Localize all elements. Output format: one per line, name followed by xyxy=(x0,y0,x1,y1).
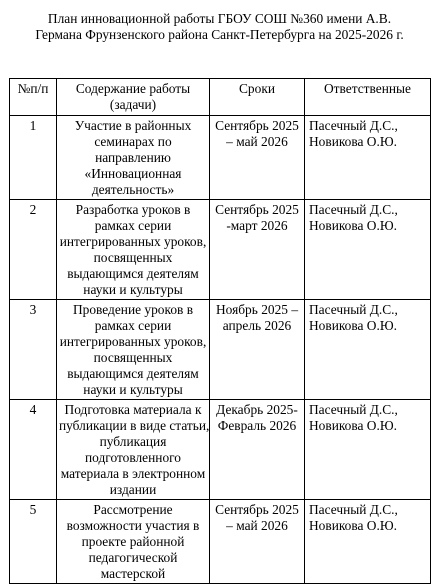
content-line: Проведение уроков в xyxy=(72,302,194,317)
header-responsible-label: Ответственные xyxy=(324,81,411,96)
header-num-label: №п/п xyxy=(17,81,49,96)
content-line: возможности участия в xyxy=(66,518,200,533)
cell-dates xyxy=(210,200,305,300)
cell-num xyxy=(10,300,57,400)
title-line-2: Германа Фрунзенского района Санкт-Петербурга на 2025-2026 г. xyxy=(35,27,404,42)
responsible-line: Новикова О.Ю. xyxy=(309,318,397,333)
content-line: публикация xyxy=(99,434,167,449)
content-line: издании xyxy=(109,482,157,497)
content-line: направлению xyxy=(95,150,171,165)
dates-line: Декабрь 2025- xyxy=(216,402,298,417)
cell-dates xyxy=(210,500,305,584)
content-line: подготовленного xyxy=(85,450,181,465)
dates-line: – май 2026 xyxy=(226,134,288,149)
cell-content xyxy=(57,500,210,584)
document-title xyxy=(0,11,439,43)
content-line: проекте районной xyxy=(81,534,185,549)
table-row xyxy=(10,500,431,584)
cell-num xyxy=(10,116,57,200)
dates-line: Сентябрь 2025 xyxy=(215,202,299,217)
cell-content xyxy=(57,200,210,300)
header-dates-label: Сроки xyxy=(239,81,275,96)
responsible-line: Пасечный Д.С., xyxy=(309,118,398,133)
content-line: рамках серии xyxy=(94,318,172,333)
cell-num xyxy=(10,500,57,584)
dates-line: – май 2026 xyxy=(226,518,288,533)
content-line: Разработка уроков в xyxy=(75,202,191,217)
responsible-line: Новикова О.Ю. xyxy=(309,518,397,533)
content-line: посвященных xyxy=(93,350,173,365)
cell-num xyxy=(10,200,57,300)
cell-responsible xyxy=(305,500,431,584)
content-line: рамках серии xyxy=(94,218,172,233)
header-dates xyxy=(210,79,305,116)
row-number: 1 xyxy=(29,118,37,133)
cell-num xyxy=(10,400,57,500)
content-line: науки и культуры xyxy=(83,382,183,397)
row-number: 3 xyxy=(29,302,37,317)
dates-line: Сентябрь 2025 xyxy=(215,118,299,133)
responsible-line: Новикова О.Ю. xyxy=(309,418,397,433)
responsible-line: Пасечный Д.С., xyxy=(309,402,398,417)
content-line: интегрированных уроков, xyxy=(59,234,207,249)
content-line: Участие в районных xyxy=(74,118,192,133)
table-row xyxy=(10,400,431,500)
table-row xyxy=(10,300,431,400)
content-line: интегрированных уроков, xyxy=(59,334,207,349)
cell-dates xyxy=(210,400,305,500)
cell-responsible xyxy=(305,400,431,500)
responsible-line: Новикова О.Ю. xyxy=(309,134,397,149)
cell-content xyxy=(57,116,210,200)
responsible-line: Пасечный Д.С., xyxy=(309,202,398,217)
dates-line: Ноябрь 2025 – xyxy=(215,302,299,317)
dates-line: Февраль 2026 xyxy=(217,418,297,433)
content-line: мастерской xyxy=(100,566,166,581)
plan-table xyxy=(9,78,431,584)
table-body xyxy=(10,116,431,584)
dates-line: -март 2026 xyxy=(226,218,288,233)
table-row xyxy=(10,116,431,200)
content-line: «Инновационная xyxy=(84,166,182,181)
content-line: науки и культуры xyxy=(83,282,183,297)
header-content xyxy=(57,79,210,116)
table-header-row xyxy=(10,79,431,116)
content-line: семинарах по xyxy=(94,134,172,149)
content-line: материала в электронном xyxy=(60,466,206,481)
table-row xyxy=(10,200,431,300)
content-line: педагогической xyxy=(88,550,178,565)
header-content-label-1: Содержание работы xyxy=(75,81,191,96)
cell-content xyxy=(57,400,210,500)
cell-content xyxy=(57,300,210,400)
content-line: Рассмотрение xyxy=(93,502,173,517)
cell-responsible xyxy=(305,300,431,400)
row-number: 4 xyxy=(29,402,37,417)
content-line: выдающимся деятелям xyxy=(67,266,199,281)
header-content-label-2: (задачи) xyxy=(109,97,157,112)
content-line: Подготовка материала к xyxy=(64,402,202,417)
content-line: выдающимся деятелям xyxy=(67,366,199,381)
row-number: 5 xyxy=(29,502,37,517)
responsible-line: Пасечный Д.С., xyxy=(309,302,398,317)
responsible-line: Новикова О.Ю. xyxy=(309,218,397,233)
dates-line: Сентябрь 2025 xyxy=(215,502,299,517)
cell-responsible xyxy=(305,200,431,300)
header-responsible xyxy=(305,79,431,116)
cell-responsible xyxy=(305,116,431,200)
cell-dates xyxy=(210,300,305,400)
cell-dates xyxy=(210,116,305,200)
content-line: деятельность» xyxy=(91,182,175,197)
title-line-1: План инновационной работы ГБОУ СОШ №360 имени А.В. xyxy=(47,11,392,26)
content-line: посвященных xyxy=(93,250,173,265)
row-number: 2 xyxy=(29,202,37,217)
content-line: публикации в виде статьи, xyxy=(59,418,210,433)
dates-line: апрель 2026 xyxy=(222,318,292,333)
responsible-line: Пасечный Д.С., xyxy=(309,502,398,517)
header-num xyxy=(10,79,57,116)
